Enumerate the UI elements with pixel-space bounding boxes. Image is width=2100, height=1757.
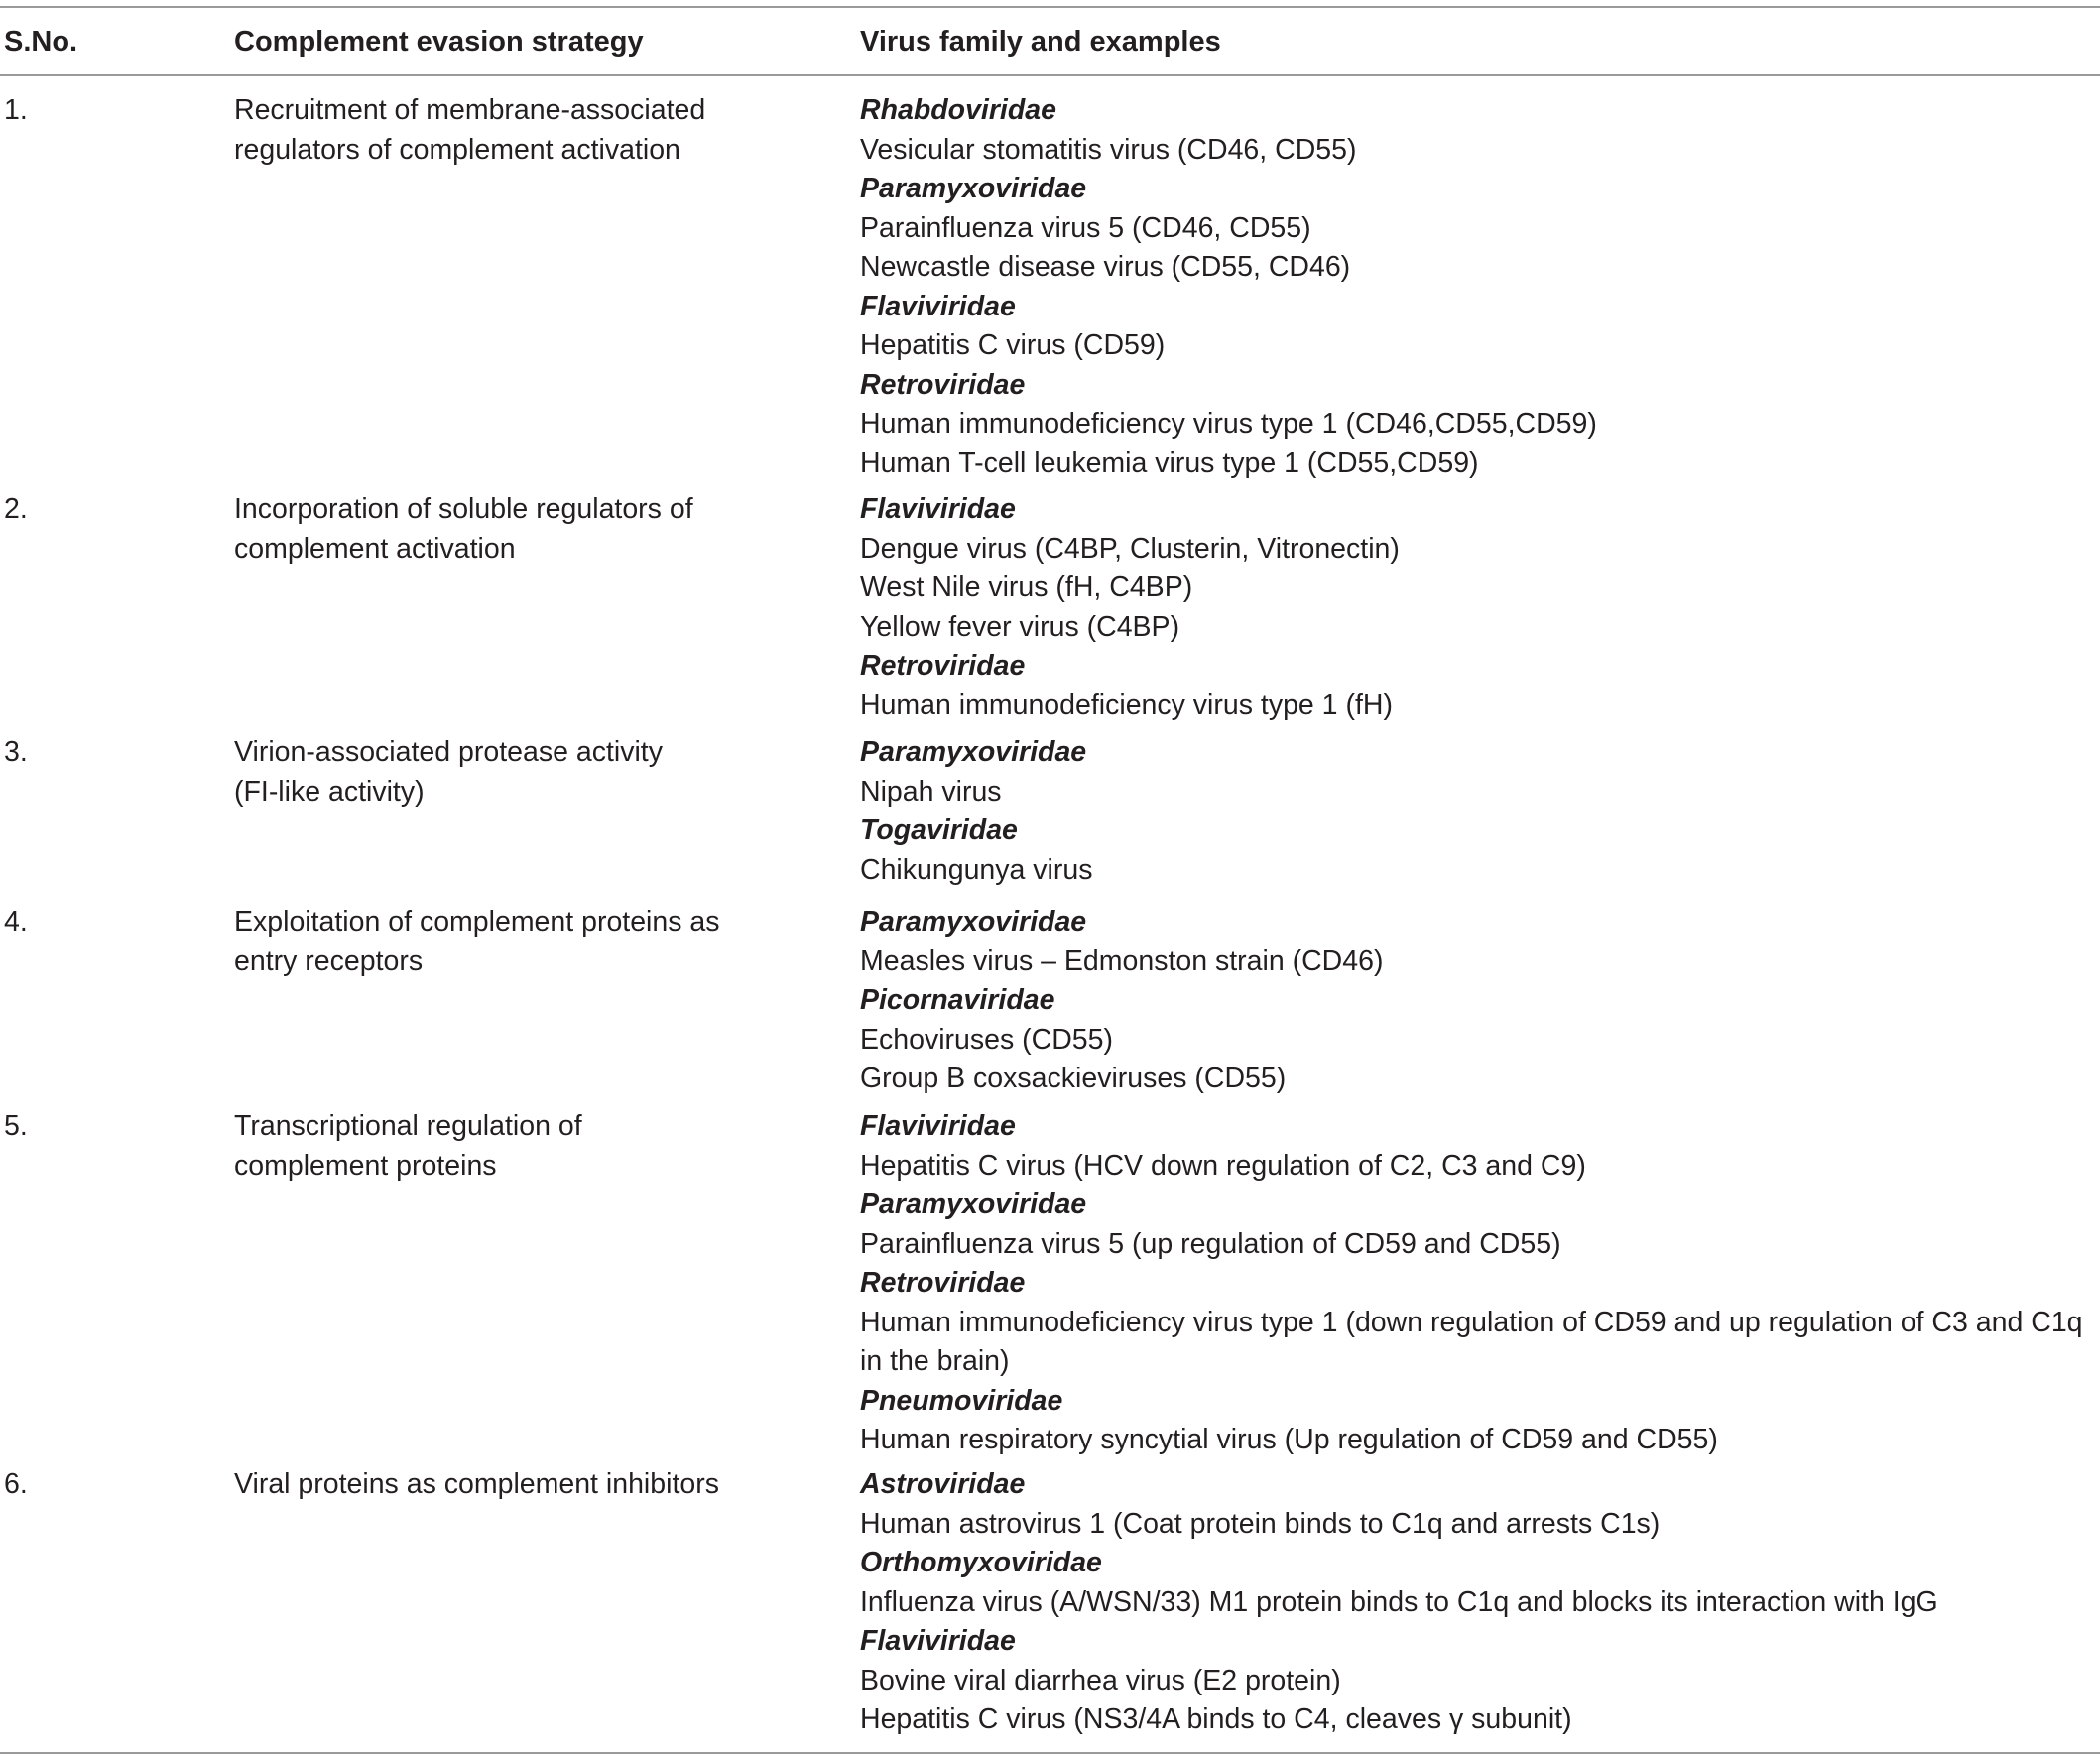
virus-family: Orthomyxoviridae [860,1547,1102,1578]
virus-family: Retroviridae [860,368,1026,401]
virus-example: Group B coxsackieviruses (CD55) [860,1063,1287,1094]
virus-example: Human immunodeficiency virus type 1 (fH) [860,689,1393,721]
virus-example: Newcastle disease virus (CD55, CD46) [860,251,1351,283]
virus-family: Flaviviridae [860,493,1016,525]
virus-example: Parainfluenza virus 5 (CD46, CD55) [860,211,1311,244]
strategy-line: Transcriptional regulation of [234,1110,582,1142]
cell-strategy [234,1107,829,1186]
virus-family: Paramyxoviridae [860,906,1087,938]
virus-example: Human astrovirus 1 (Coat protein binds to C1q and arrests C1s) [860,1507,1661,1540]
strategy-line: Viral proteins as complement inhibitors [234,1468,719,1500]
virus-example: Echoviruses (CD55) [860,1023,1113,1056]
cell-strategy [234,91,829,170]
virus-family: Paramyxoviridae [860,1189,1087,1220]
virus-example: Yellow fever virus (C4BP) [860,610,1180,643]
cell-strategy [234,1465,829,1505]
strategy-line: entry receptors [234,944,424,977]
virus-family: Picornaviridae [860,984,1055,1016]
cell-sno: 5. [4,1110,28,1142]
cell-strategy [234,490,829,568]
virus-family: Paramyxoviridae [860,736,1087,768]
virus-example: West Nile virus (fH, C4BP) [860,571,1193,603]
virus-family: Flaviviridae [860,1625,1016,1657]
virus-family: Astroviridae [860,1468,1026,1500]
cell-sno: 2. [4,493,28,525]
virus-example: Nipah virus [860,775,1002,808]
cell-sno: 1. [4,94,28,126]
virus-family: Flaviviridae [860,290,1016,322]
table-bottom-rule [0,1752,2100,1754]
virus-example: Dengue virus (C4BP, Clusterin, Vitronectin) [860,532,1400,565]
virus-example: Human immunodeficiency virus type 1 (CD46,CD55,CD59) [860,408,1597,439]
virus-example: Hepatitis C virus (NS3/4A binds to C4, cleaves γ subunit) [860,1703,1572,1735]
virus-family: Rhabdoviridae [860,94,1056,126]
strategy-line: Recruitment of membrane-associated [234,94,706,126]
strategy-line: complement proteins [234,1149,497,1182]
virus-example: Bovine viral diarrhea virus (E2 protein) [860,1664,1341,1696]
virus-example: Hepatitis C virus (CD59) [860,329,1166,361]
cell-strategy [234,733,829,812]
virus-example: Vesicular stomatitis virus (CD46, CD55) [860,133,1357,166]
header-virus: Virus family and examples [860,26,1221,58]
cell-virus-examples [860,490,2095,725]
virus-example: Human immunodeficiency virus type 1 (down regulation of CD59 and up regulation of C3 and C1q [860,1306,2083,1338]
virus-example: Parainfluenza virus 5 (up regulation of CD59 and CD55) [860,1227,1561,1260]
strategy-line: Exploitation of complement proteins as [234,906,720,938]
cell-virus-examples [860,1107,2095,1460]
virus-example: Hepatitis C virus (HCV down regulation of C2, C3 and C9) [860,1149,1586,1182]
virus-example: Chikungunya virus [860,853,1093,886]
virus-example: Measles virus – Edmonston strain (CD46) [860,944,1384,977]
cell-virus-examples [860,91,2095,483]
cell-virus-examples [860,1465,2095,1740]
cell-sno: 6. [4,1468,28,1500]
virus-example: Human respiratory syncytial virus (Up regulation of CD59 and CD55) [860,1424,1718,1455]
cell-virus-examples [860,733,2095,890]
header-strategy: Complement evasion strategy [234,26,644,58]
cell-sno: 4. [4,906,28,938]
strategy-line: Virion-associated protease activity [234,736,663,768]
virus-example: in the brain) [860,1345,1010,1377]
virus-family: Retroviridae [860,650,1026,682]
virus-family: Pneumoviridae [860,1384,1063,1417]
virus-example: Human T-cell leukemia virus type 1 (CD55,CD59) [860,446,1479,479]
virus-family: Paramyxoviridae [860,173,1087,204]
table-top-rule [0,6,2100,8]
strategy-line: complement activation [234,532,516,565]
header-sno: S.No. [4,26,78,58]
cell-sno: 3. [4,736,28,768]
strategy-line: Incorporation of soluble regulators of [234,493,693,525]
strategy-line: (FI-like activity) [234,775,425,808]
cell-virus-examples [860,903,2095,1099]
virus-family: Flaviviridae [860,1110,1016,1142]
virus-family: Retroviridae [860,1267,1026,1299]
virus-example: Influenza virus (A/WSN/33) M1 protein binds to C1q and blocks its interaction with IgG [860,1585,1938,1618]
cell-strategy [234,903,829,981]
header-rule [0,74,2100,76]
strategy-line: regulators of complement activation [234,133,680,166]
virus-family: Togaviridae [860,815,1018,846]
